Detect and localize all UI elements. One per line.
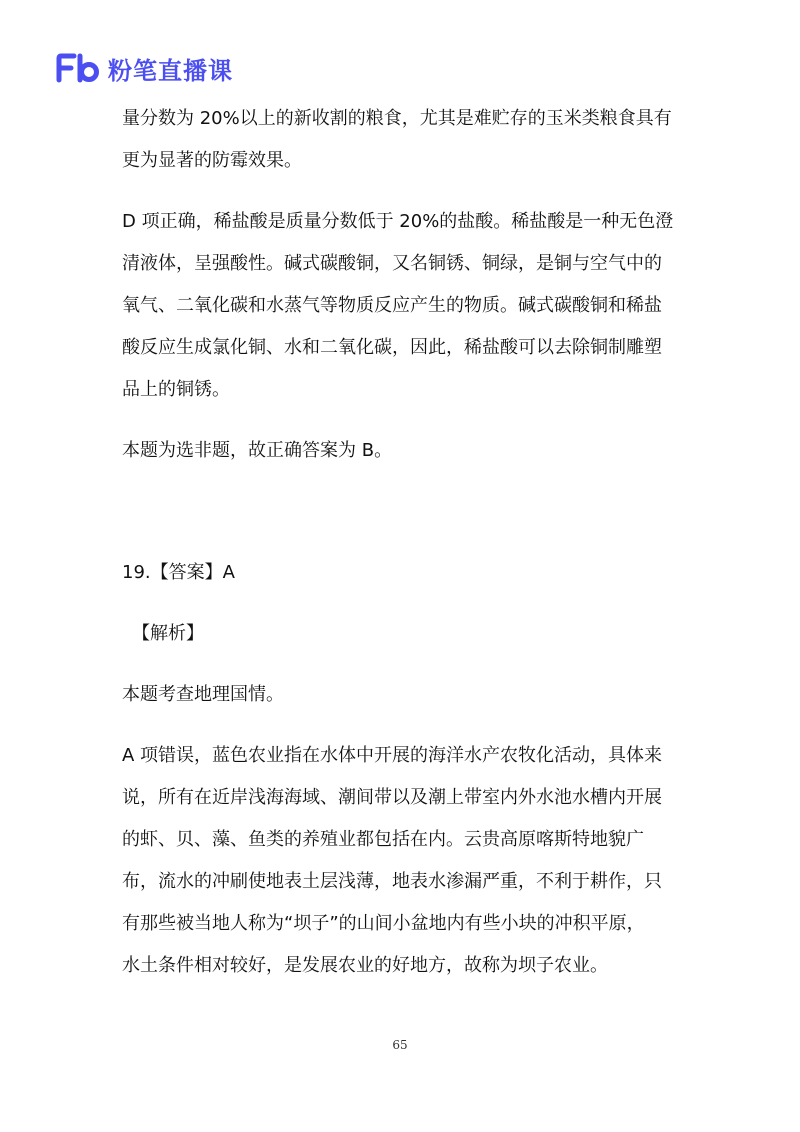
- paragraph-line: 量分数为 20%以上的新收割的粮食，尤其是难贮存的玉米类粮食具有: [122, 108, 672, 129]
- paragraph-line: 氧气、二氧化碳和水蒸气等物质反应产生的物质。碱式碳酸铜和稀盐: [122, 295, 662, 316]
- paragraph-line: A 项错误，蓝色农业指在水体中开展的海洋水产农牧化活动，具体来: [122, 745, 663, 766]
- page-number: 65: [392, 1038, 408, 1052]
- fenbi-logo-icon: [56, 53, 102, 83]
- topic-line: 本题考查地理国情。: [122, 684, 284, 705]
- analysis-heading: 【解析】: [132, 623, 204, 644]
- answer-summary: 本题为选非题，故正确答案为 B。: [122, 440, 393, 461]
- paragraph-line: 有那些被当地人称为“坝子”的山间小盆地内有些小块的冲积平原，: [122, 913, 645, 934]
- question-answer-heading: 19.【答案】A: [122, 562, 235, 583]
- brand-header: [56, 50, 233, 86]
- paragraph-line: 酸反应生成氯化铜、水和二氧化碳，因此，稀盐酸可以去除铜制雕塑: [122, 337, 662, 358]
- paragraph-line: 品上的铜锈。: [122, 379, 230, 400]
- paragraph-line: D 项正确，稀盐酸是质量分数低于 20%的盐酸。稀盐酸是一种无色澄: [122, 211, 674, 232]
- paragraph-line: 更为显著的防霉效果。: [122, 150, 302, 171]
- paragraph-line: 布，流水的冲刷使地表土层浅薄，地表水渗漏严重，不利于耕作，只: [122, 871, 662, 892]
- paragraph-line: 的虾、贝、藻、鱼类的养殖业都包括在内。云贵高原喀斯特地貌广: [122, 829, 644, 850]
- paragraph-line: 说，所有在近岸浅海海域、潮间带以及潮上带室内外水池水槽内开展: [122, 787, 662, 808]
- paragraph-line: 清液体，呈强酸性。碱式碳酸铜，又名铜锈、铜绿，是铜与空气中的: [122, 253, 662, 274]
- paragraph-line: 水土条件相对较好，是发展农业的好地方，故称为坝子农业。: [122, 955, 608, 976]
- brand-name: 粉笔直播课: [108, 56, 233, 85]
